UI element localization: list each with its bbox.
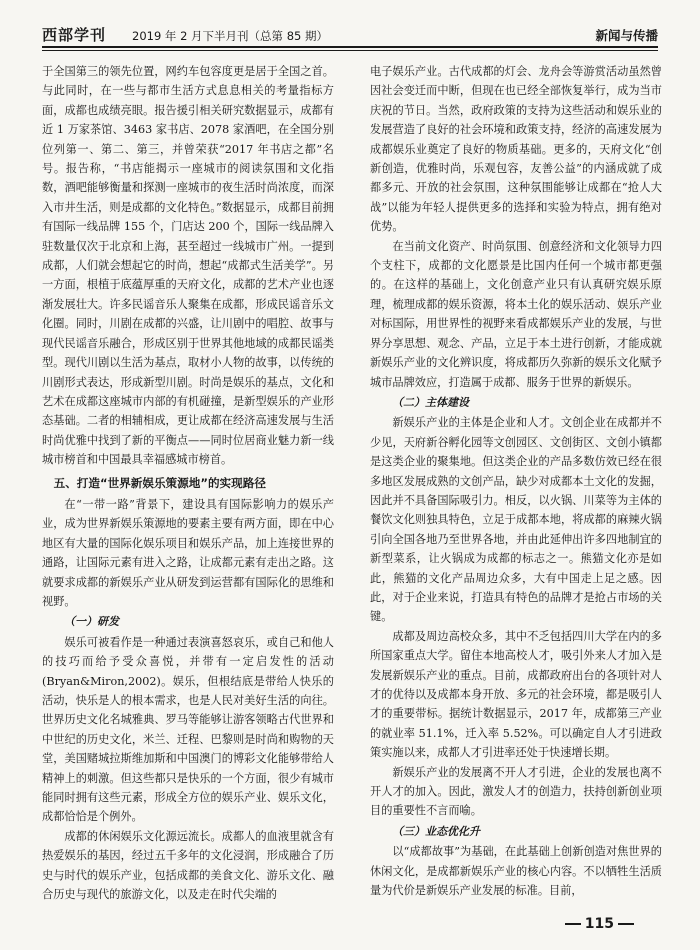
left-column [42,62,334,904]
paragraph: 电子娱乐产业。古代成都的灯会、龙舟会等游赏活动虽然曾因社会变迁而中断，但现在也已经全部恢复举行，成为当市庆祝的节日。当然，政府政策的支持为这些活动和娱乐业的发展营造了良好的社会环境和政策支持，经济的高速发展为成都娱乐业奠定了良好的物质基础。更多的，天府文化“创新创造，优雅时尚，乐观包容，友善公益”的内涵成就了成都多元、开放的社会氛围，这种氛围能够让成都在“抢人大战”以能为年轻人提供更多的选择和实验为特点，拥有绝对优势。 [370,65,662,234]
paragraph: 成都的休闲娱乐文化源远流长。成都人的血液里就含有热爱娱乐的基因，经过五千多年的文化浸润，形成融合了历史与时代的娱乐产业，包括成都的美食文化、游乐文化、融合历史与现代的旅游文化，以及走在时代尖端的 [42,829,334,902]
journal-title: 西部学刊 [42,26,107,44]
section-name: 新闻与传播 [595,28,658,43]
subheading-research: （一）研发 [64,615,119,629]
page-number-dash-right [618,923,634,925]
header-rule-thick [42,46,658,48]
header-rule-thin [42,50,658,51]
page-number-dash-left [565,923,581,925]
paragraph: 于全国第三的领先位置，网约车包容度更是居于全国之首。与此同时，在一些与都市生活方式息息相关的考量指标方面，成都也成绩亮眼。报告援引相关研究数据显示，成都有近 1 万家茶馆、3463 家书店、2078 家酒吧，在全国分别位列第一、第二、第三，并曾荣获“2017 年书店之都”名号。报告称，“书店能揭示一座城市的阅读氛围和文化指数，酒吧能够衡量和探测一座城市的夜生活时尚浓度，而深入市井生活，则是成都的文化特色。”数据显示，成都目前拥有国际一线品牌 155 个，门店达 200 个，国际一线品牌入驻数量仅次于北京和上海，甚至超过一线城市广州。一提到成都，人们就会想起它的时尚，想起“成都式生活美学”。另一方面，根植于底蕴厚重的天府文化，成都的艺术产业也逐渐发展壮大。许多民谣音乐人聚集在成都，形成民谣音乐文化圈。同时，川剧在成都的兴盛，让川剧中的唱腔、故事与现代民谣音乐融合，形成区别于世界其他地域的成都民谣类型。现代川剧以生活为基点，取材小人物的故事，以传统的川剧形式表达，形成新型川剧。时尚是娱乐的基点，文化和艺术在成都这座城市内部的有机碰撞，是新型娱乐的产业形态基础。二者的相辅相成，更让成都在经济高速发展与生活时尚优雅中找到了新的平衡点——同时位居商业魅力新一线城市榜首和中国最具幸福感城市榜首。 [42,65,334,467]
running-header [42,22,658,44]
subheading-format: （三）业态优化升 [392,824,480,838]
paragraph: 新娱乐产业的发展离不开人才引进，企业的发展也离不开人才的加入。因此，激发人才的创造力，扶持创新创业项目的重要性不言而喻。 [370,765,662,818]
section-heading-five: 五、打造“世界新娱乐策源地”的实现路径 [53,475,266,490]
paragraph: 在“一带一路”背景下，建设具有国际影响力的娱乐产业，成为世界新娱乐策源地的要素主要有两方面，即在中心地区有大量的国际化娱乐项目和娱乐产品，加上连接世界的通路，让国际元素有进入之路，让成都元素有走出之路。这就要求成都的新娱乐产业从研发到运营都有国际化的思维和视野。 [42,497,334,608]
issue-info: 2019 年 2 月下半月刊（总第 85 期） [132,29,328,43]
paragraph: 娱乐可被看作是一种通过表演喜怒哀乐，或自己和他人的技巧而给予受众喜悦，并带有一定启发性的活动(Bryan&Miron,2002)。娱乐，但根结底是带给人快乐的活动，快乐是人的根本需求，也是人民对美好生活的向往。世界历史文化名城雅典、罗马等能够让游客领略古代世界和中世纪的历史文化，米兰、迁程、巴黎则是时尚和购物的天堂，美国赌城拉斯维加斯和中国澳门的博彩文化能够带给人精神上的刺激。但这些都只是快乐的一个方面，很少有城市能同时拥有这些元素，形成全方位的娱乐产业、娱乐文化，成都恰恰是个例外。 [42,635,334,824]
page-number [561,916,638,932]
paragraph: 在当前文化资产、时尚氛围、创意经济和文化领导力四个支柱下，成都的文化愿景是比国内任何一个城市都更强的。在这样的基础上，文化创意产业只有认真研究娱乐原理，梳理成都的娱乐资源，将本土化的娱乐活动、娱乐产业对标国际，用世界性的视野来看成都娱乐产业的发展，与世界分享思想、观念、产品，立足于本土进行创新，才能成就新娱乐产业的文化辨识度，将成都历久弥新的娱乐文化赋予城市品牌效应，打造属于成都、服务于世界的新娱乐。 [370,239,662,389]
paragraph: 成都及周边高校众多，其中不乏包括四川大学在内的多所国家重点大学。留住本地高校人才，吸引外来人才加入是发展新娱乐产业的重点。目前，成都政府出台的各项针对人才的优待以及成都本身开放、多元的社会环境，都是吸引人才的重要带标。据统计数据显示，2017 年，成都第三产业的就业率 51.1%，迁入率 5.52%。可以确定自人才引进政策实施以来，成都人才引进率还处于快速增长期。 [370,629,662,760]
paragraph: 以“成都故事”为基础，在此基础上创新创造对焦世界的休闲文化，是成都新娱乐产业的核心内容。不以牺牲生活质量为代价是新娱乐产业发展的标准。目前， [370,845,662,898]
page-number-value: 115 [584,916,614,932]
subheading-subject: （二）主体建设 [392,395,469,409]
right-column [370,62,662,900]
paragraph: 新娱乐产业的主体是企业和人才。文创企业在成都并不少见，天府新谷孵化园等文创园区、文创街区、文创小镇都是这类企业的聚集地。但这类企业的产品多数仿效已经在很多地区发展成熟的文创产品，缺少对成都本土文化的发掘，因此并不具备国际吸引力。相反，以火锅、川菜等为主体的餐饮文化则独具特色，立足于成都本地，将成都的麻辣火锅引向全国各地乃至世界各地，并由此延伸出许多四地制宜的新型菜系，让火锅成为成都的标志之一。熊猫文化亦是如此，熊猫的文化产品周边众多，大有中国走上足之感。因此，对于企业来说，打造具有特色的品牌才是抢占市场的关键。 [370,416,662,624]
